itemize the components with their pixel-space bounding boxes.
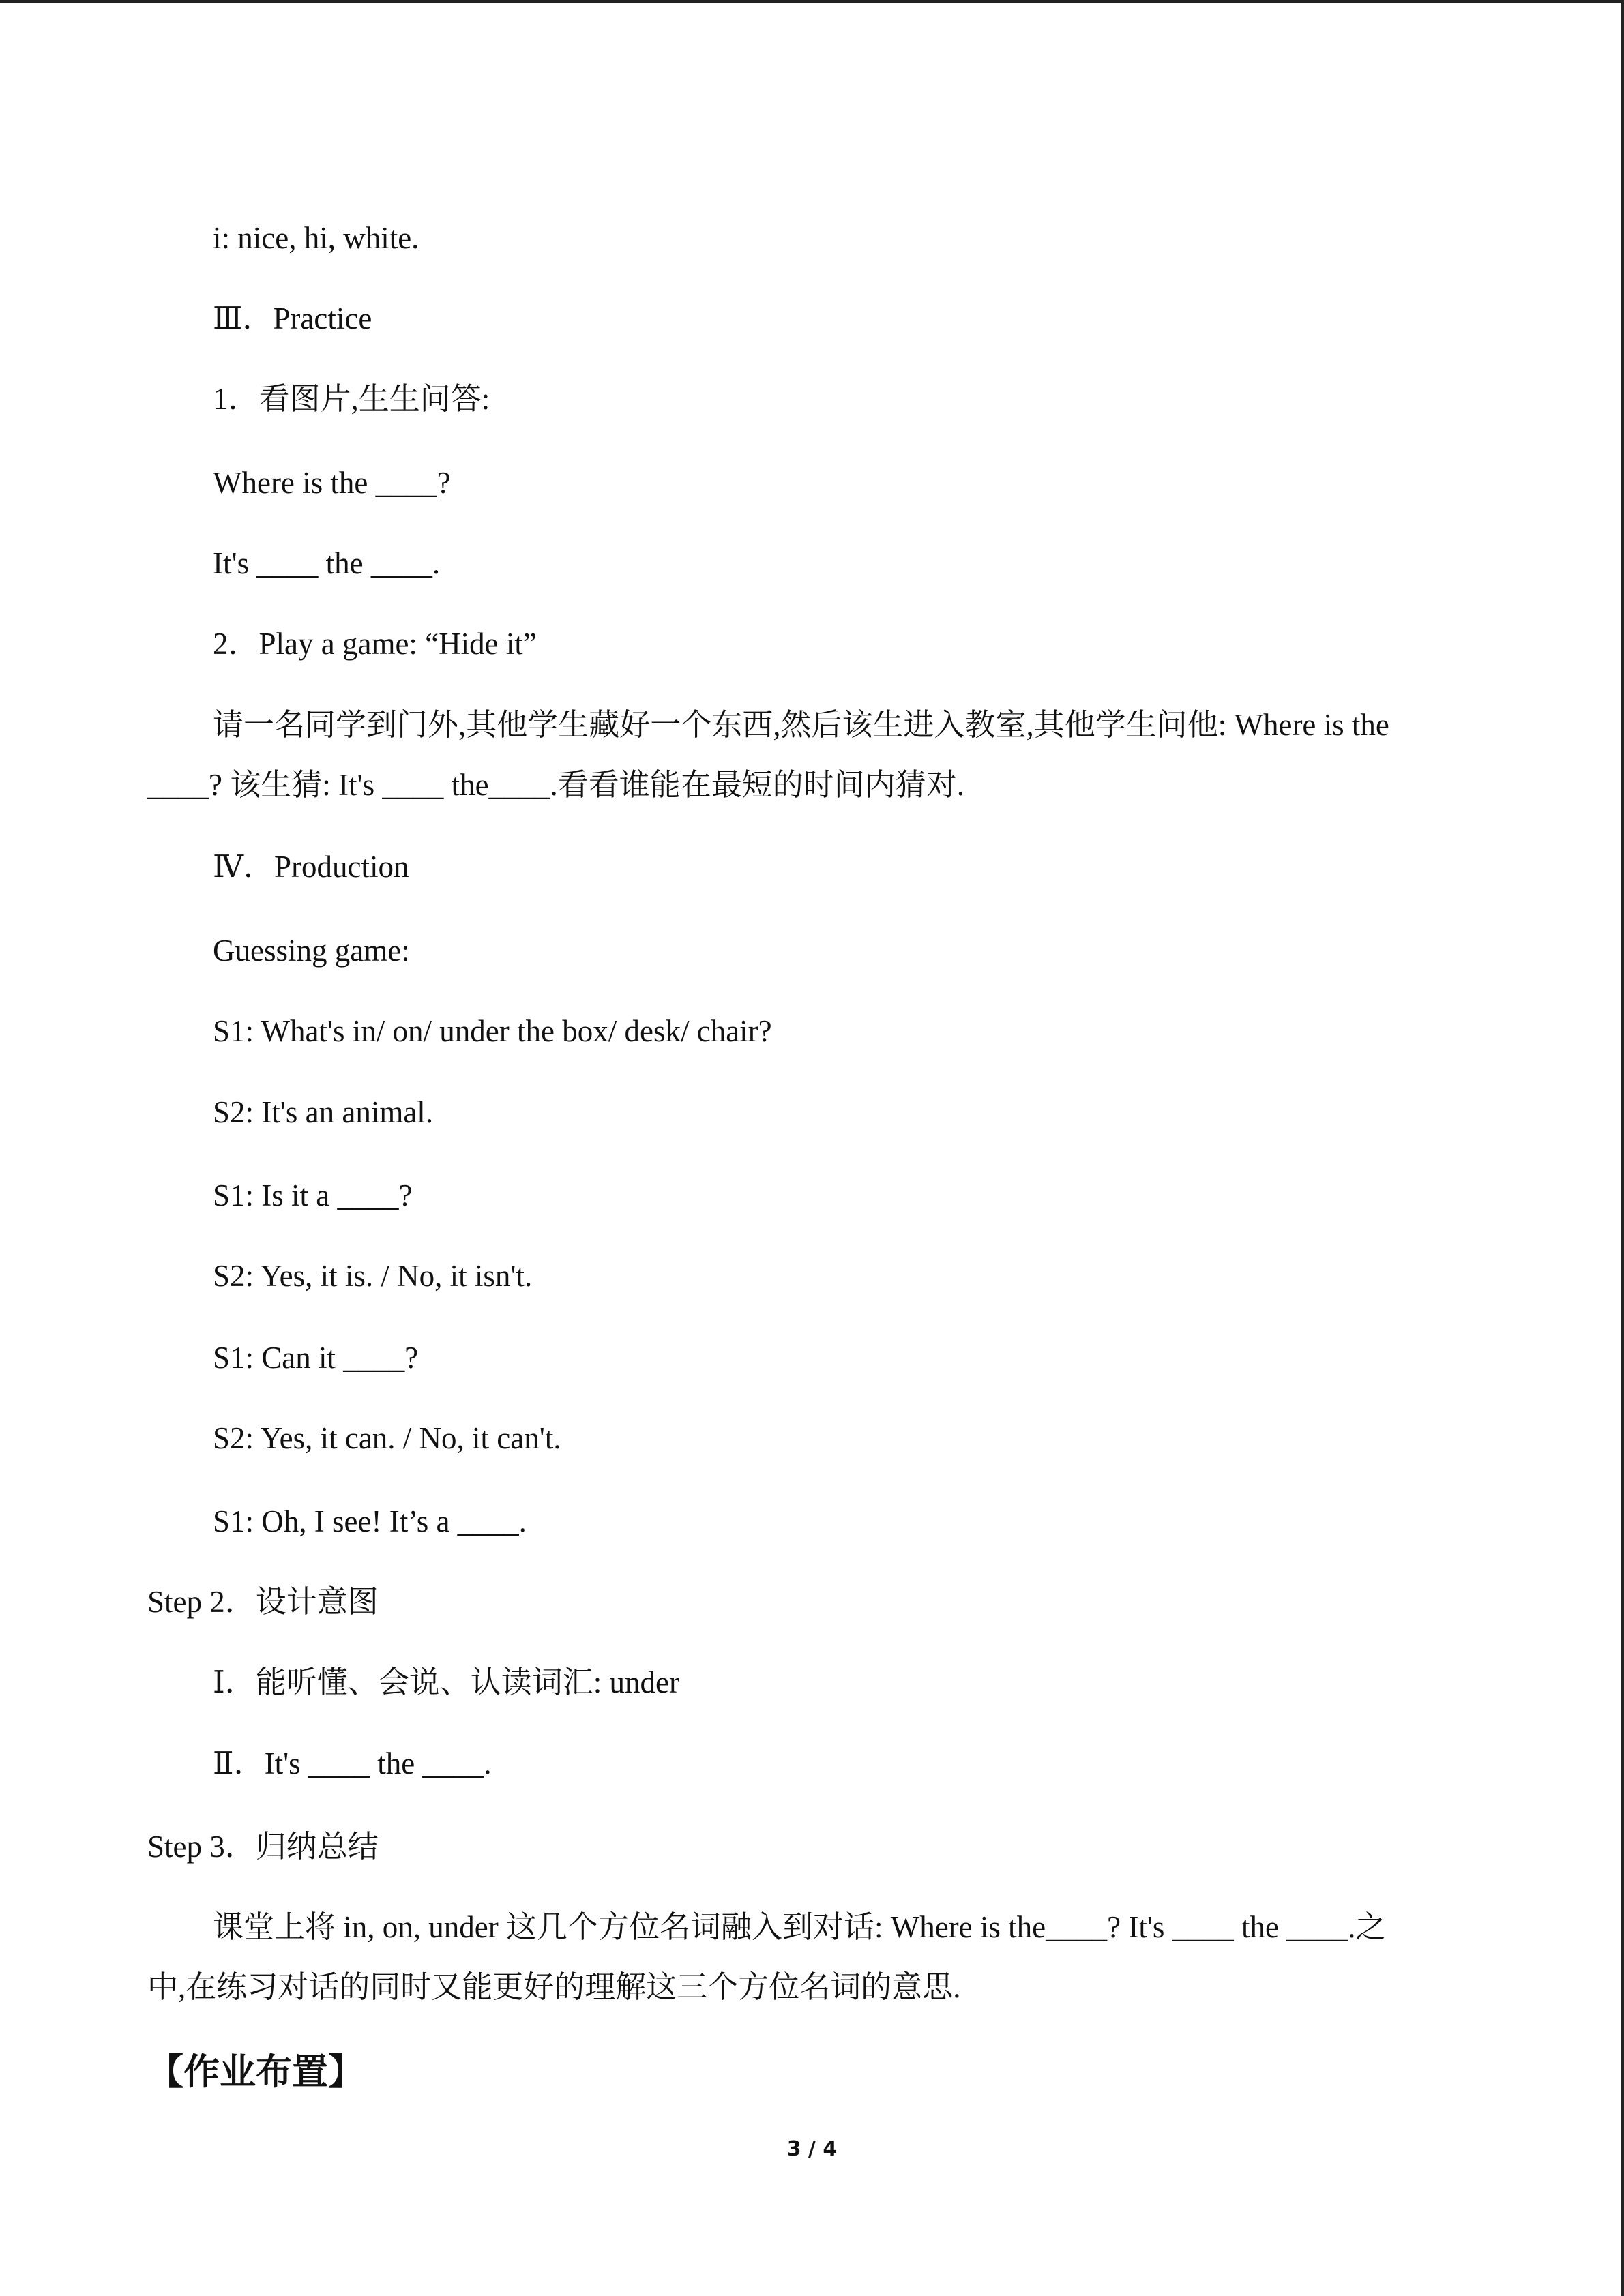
text-line: Ⅰ．能听懂、会说、认读词汇: under: [213, 1665, 679, 1699]
page-number: 3 / 4: [786, 2137, 838, 2161]
text-line: Guessing game:: [213, 934, 410, 968]
section-heading-production: Ⅳ．Production: [213, 850, 409, 884]
text-line: Ⅱ．It's ____ the ____.: [213, 1746, 492, 1780]
step-heading: Step 2．设计意图: [147, 1585, 379, 1619]
section-heading-practice: Ⅲ．Practice: [213, 301, 372, 336]
text-line: 1．看图片,生生问答:: [213, 382, 490, 416]
paragraph-line: 请一名同学到门外,其他学生藏好一个东西,然后该生进入教室,其他学生问他: Where is the: [213, 708, 1389, 742]
text-line: 2．Play a game: “Hide it”: [213, 627, 537, 661]
dialogue-line: S1: Can it ____?: [213, 1341, 419, 1375]
step-heading: Step 3．归纳总结: [147, 1830, 379, 1864]
paragraph-line: 中,在练习对话的同时又能更好的理解这三个方位名词的意思.: [147, 1970, 961, 2004]
dialogue-line: S1: Is it a ____?: [213, 1178, 413, 1212]
text-line: Where is the ____?: [213, 466, 451, 500]
section-heading-homework: 【作业布置】: [147, 2051, 364, 2093]
dialogue-line: S1: Oh, I see! It’s a ____.: [213, 1504, 527, 1538]
dialogue-line: S2: Yes, it can. / No, it can't.: [213, 1421, 561, 1455]
paragraph-line: 课堂上将 in, on, under 这几个方位名词融入到对话: Where is the____? It's ____ the ____.之: [213, 1910, 1387, 1944]
paragraph-line: ____? 该生猜: It's ____ the____.看看谁能在最短的时间内猜对.: [147, 768, 965, 802]
dialogue-line: S2: It's an animal.: [213, 1095, 434, 1129]
text-line: i: nice, hi, white.: [213, 221, 419, 255]
dialogue-line: S1: What's in/ on/ under the box/ desk/ chair?: [213, 1014, 772, 1048]
text-line: It's ____ the ____.: [213, 546, 441, 580]
dialogue-line: S2: Yes, it is. / No, it isn't.: [213, 1259, 533, 1293]
